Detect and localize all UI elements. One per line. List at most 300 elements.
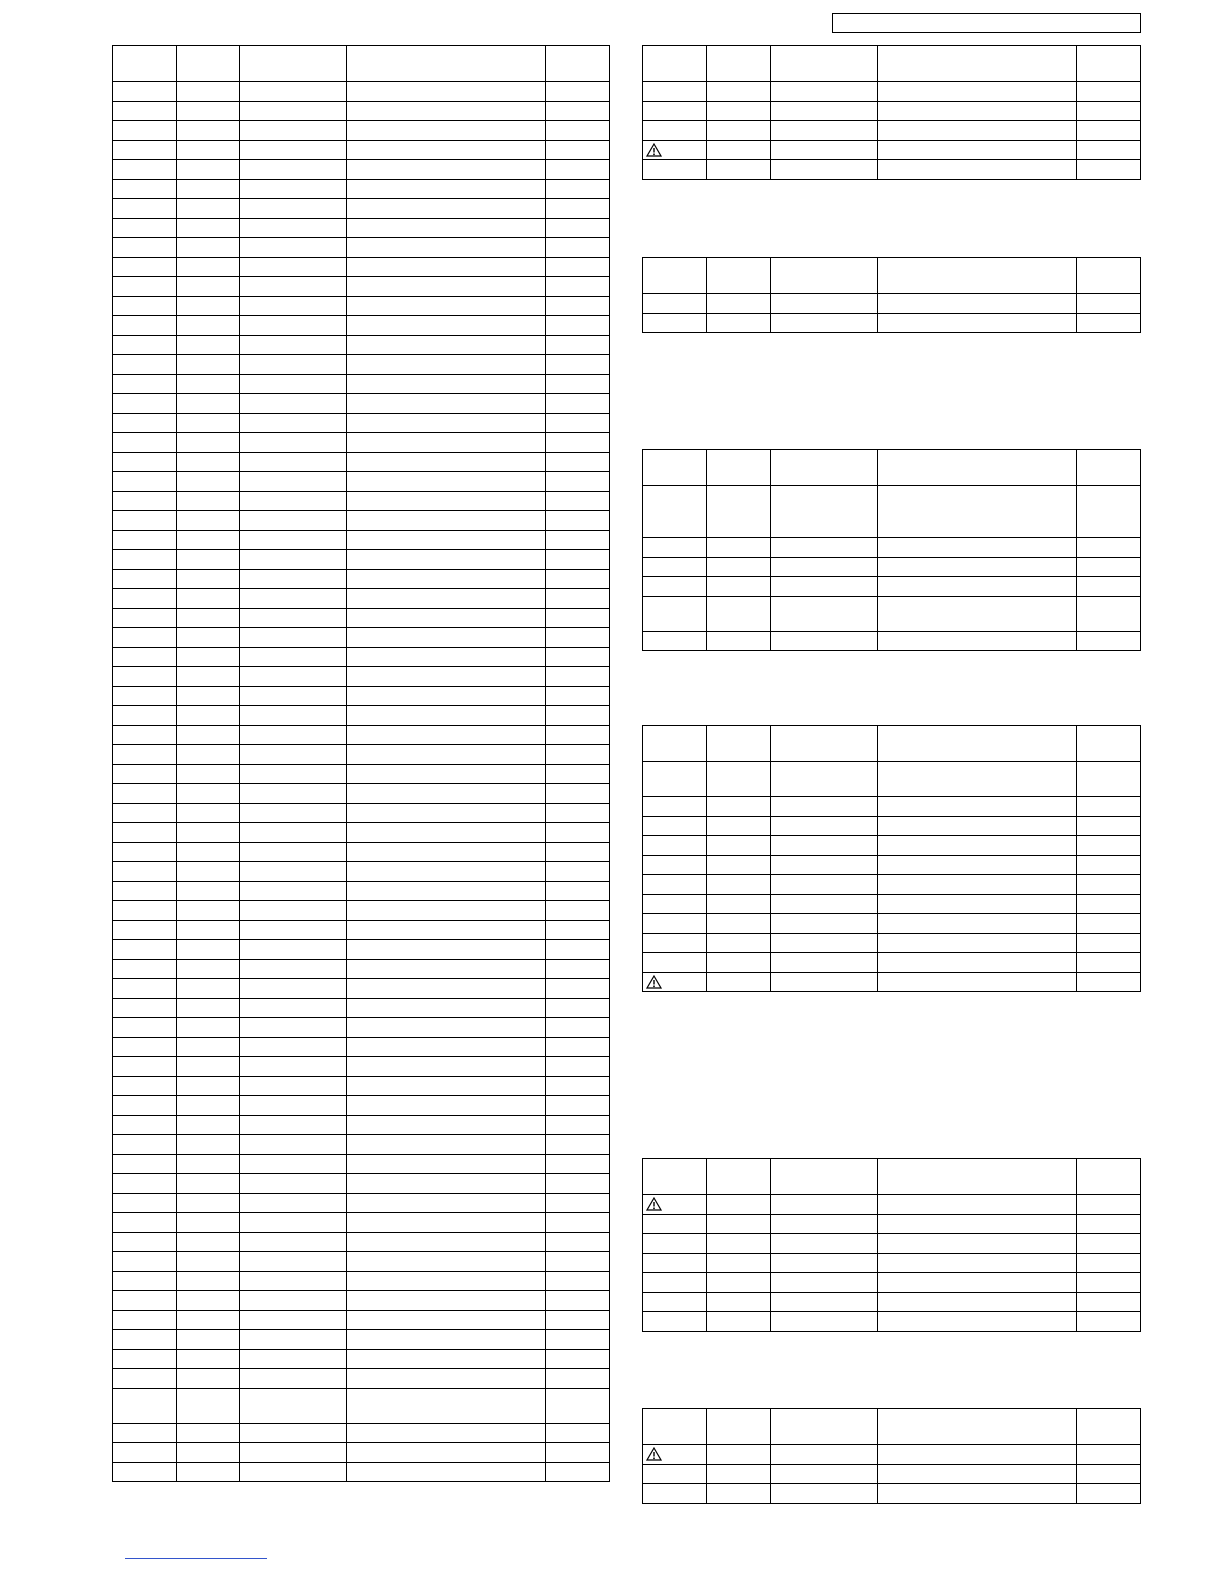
cell-qty: [546, 374, 610, 394]
cell-description: [347, 901, 546, 921]
cell-part: [177, 764, 240, 784]
cell-value: [240, 1037, 347, 1057]
cell-qty: [1077, 1234, 1141, 1254]
cell-part: [177, 1443, 240, 1463]
cell-part: [177, 277, 240, 297]
cell-qty: [546, 121, 610, 141]
cell-part: [177, 803, 240, 823]
table-row: [113, 901, 610, 921]
cell-qty: [1077, 875, 1141, 895]
cell-description: [347, 745, 546, 765]
cell-qty: [546, 296, 610, 316]
table-row: [643, 836, 1141, 856]
table-row: [113, 589, 610, 609]
cell-value: [240, 1388, 347, 1423]
cell-description: [878, 726, 1077, 762]
cell-part: [707, 258, 771, 294]
cell-qty: [1077, 836, 1141, 856]
cell-part: [177, 881, 240, 901]
cell-value: [771, 160, 878, 180]
cell-description: [878, 816, 1077, 836]
parts-table-right-1: [642, 45, 1141, 180]
cell-part: [177, 862, 240, 882]
cell-qty: [546, 394, 610, 414]
cell-description: [878, 557, 1077, 577]
cell-ref: [643, 82, 707, 102]
cell-value: [240, 1423, 347, 1443]
cell-qty: [1077, 596, 1141, 631]
cell-ref: [113, 1310, 177, 1330]
cell-value: [771, 762, 878, 797]
cell-qty: [546, 1330, 610, 1350]
cell-ref: [113, 1193, 177, 1213]
cell-qty: [546, 257, 610, 277]
cell-part: [177, 979, 240, 999]
cell-value: [240, 667, 347, 687]
cell-description: [347, 1310, 546, 1330]
cell-qty: [546, 335, 610, 355]
cell-part: [707, 557, 771, 577]
cell-ref: [643, 101, 707, 121]
cell-description: [878, 1312, 1077, 1332]
cell-description: [878, 1484, 1077, 1504]
cell-value: [240, 979, 347, 999]
cell-part: [707, 82, 771, 102]
warning-triangle-icon: [645, 1197, 704, 1211]
table-header-row: [643, 450, 1141, 486]
cell-value: [771, 313, 878, 333]
cell-description: [347, 82, 546, 102]
warning-triangle-icon: [645, 143, 704, 157]
cell-part: [177, 589, 240, 609]
cell-description: [347, 1076, 546, 1096]
cell-qty: [1077, 450, 1141, 486]
cell-value: [240, 589, 347, 609]
cell-value: [771, 82, 878, 102]
cell-value: [240, 238, 347, 258]
cell-part: [177, 1037, 240, 1057]
cell-value: [240, 491, 347, 511]
cell-ref: [113, 1174, 177, 1194]
cell-part: [177, 491, 240, 511]
cell-description: [347, 667, 546, 687]
cell-ref: [643, 538, 707, 558]
cell-value: [240, 1018, 347, 1038]
table-row: [113, 1213, 610, 1233]
table-row: [643, 160, 1141, 180]
table-row: [113, 1462, 610, 1482]
cell-ref: [113, 257, 177, 277]
table-row: [113, 277, 610, 297]
cell-description: [878, 797, 1077, 817]
cell-value: [771, 875, 878, 895]
table-row: [113, 998, 610, 1018]
cell-ref: [643, 1214, 707, 1234]
cell-qty: [1077, 557, 1141, 577]
table-row: [643, 855, 1141, 875]
cell-value: [771, 1195, 878, 1215]
cell-part: [707, 1214, 771, 1234]
cell-value: [240, 706, 347, 726]
cell-ref: [113, 1232, 177, 1252]
cell-value: [240, 628, 347, 648]
table-row: [113, 1135, 610, 1155]
cell-part: [177, 433, 240, 453]
cell-qty: [546, 1271, 610, 1291]
cell-description: [878, 46, 1077, 82]
table-row: [113, 1037, 610, 1057]
cell-description: [347, 121, 546, 141]
table-row: [113, 1330, 610, 1350]
cell-qty: [546, 823, 610, 843]
cell-part: [177, 959, 240, 979]
cell-description: [347, 511, 546, 531]
table-row: [113, 667, 610, 687]
table-row: [113, 101, 610, 121]
cell-ref: [113, 706, 177, 726]
cell-part: [707, 933, 771, 953]
cell-qty: [1077, 1195, 1141, 1215]
table-row: [113, 316, 610, 336]
cell-qty: [546, 46, 610, 82]
cell-ref: [643, 1409, 707, 1445]
cell-ref: [113, 491, 177, 511]
cell-value: [240, 1291, 347, 1311]
table-row: [643, 1253, 1141, 1273]
cell-value: [240, 1076, 347, 1096]
cell-description: [347, 979, 546, 999]
cell-description: [347, 881, 546, 901]
cell-value: [240, 1096, 347, 1116]
cell-description: [878, 631, 1077, 651]
table-row: [113, 803, 610, 823]
cell-qty: [1077, 1445, 1141, 1465]
cell-ref: [643, 313, 707, 333]
cell-value: [240, 803, 347, 823]
table-row: [113, 647, 610, 667]
cell-qty: [546, 1310, 610, 1330]
cell-qty: [546, 842, 610, 862]
cell-part: [177, 1252, 240, 1272]
cell-ref: [113, 1388, 177, 1423]
cell-ref: [643, 1273, 707, 1293]
cell-part: [177, 686, 240, 706]
cell-part: [707, 1409, 771, 1445]
cell-description: [878, 1445, 1077, 1465]
cell-ref: [643, 294, 707, 314]
cell-value: [240, 199, 347, 219]
cell-qty: [546, 1462, 610, 1482]
cell-ref: [113, 920, 177, 940]
cell-value: [771, 914, 878, 934]
table-row: [113, 433, 610, 453]
cell-description: [347, 589, 546, 609]
cell-value: [240, 374, 347, 394]
table-row: [113, 745, 610, 765]
cell-part: [707, 1159, 771, 1195]
cell-description: [878, 1409, 1077, 1445]
cell-value: [240, 1115, 347, 1135]
cell-description: [347, 1232, 546, 1252]
cell-description: [878, 258, 1077, 294]
cell-part: [707, 596, 771, 631]
cell-ref: [643, 1312, 707, 1332]
cell-ref: [113, 394, 177, 414]
cell-value: [771, 1464, 878, 1484]
cell-part: [177, 745, 240, 765]
cell-description: [878, 160, 1077, 180]
cell-description: [347, 842, 546, 862]
parts-table-right-4: [642, 725, 1141, 992]
cell-part: [177, 608, 240, 628]
cell-ref: [113, 1330, 177, 1350]
cell-value: [240, 160, 347, 180]
cell-part: [707, 160, 771, 180]
cell-qty: [1077, 313, 1141, 333]
cell-part: [707, 953, 771, 973]
cell-ref: [113, 1349, 177, 1369]
cell-description: [878, 762, 1077, 797]
cell-description: [878, 1464, 1077, 1484]
table-row: [643, 577, 1141, 597]
cell-description: [347, 647, 546, 667]
cell-ref: [113, 316, 177, 336]
cell-description: [347, 1193, 546, 1213]
cell-qty: [1077, 1409, 1141, 1445]
cell-description: [878, 855, 1077, 875]
cell-qty: [546, 413, 610, 433]
cell-qty: [546, 1423, 610, 1443]
cell-description: [878, 577, 1077, 597]
cell-part: [177, 121, 240, 141]
table-row: [113, 296, 610, 316]
cell-qty: [1077, 101, 1141, 121]
cell-qty: [1077, 46, 1141, 82]
table-row: [643, 294, 1141, 314]
cell-ref: [113, 335, 177, 355]
cell-ref: [643, 1253, 707, 1273]
cell-ref: [113, 862, 177, 882]
table-row: [113, 82, 610, 102]
cell-value: [771, 486, 878, 538]
cell-value: [240, 452, 347, 472]
table-row: [113, 257, 610, 277]
cell-description: [878, 101, 1077, 121]
cell-qty: [546, 725, 610, 745]
table-row: [113, 725, 610, 745]
table-row: [643, 82, 1141, 102]
cell-ref: [113, 1115, 177, 1135]
cell-description: [347, 355, 546, 375]
cell-qty: [546, 199, 610, 219]
cell-description: [878, 1159, 1077, 1195]
table-row: [113, 764, 610, 784]
cell-value: [240, 218, 347, 238]
cell-part: [177, 1388, 240, 1423]
cell-value: [240, 550, 347, 570]
cell-qty: [546, 1388, 610, 1423]
cell-description: [347, 1037, 546, 1057]
cell-value: [240, 940, 347, 960]
cell-part: [707, 1234, 771, 1254]
cell-part: [177, 238, 240, 258]
cell-value: [771, 557, 878, 577]
cell-part: [177, 920, 240, 940]
cell-value: [240, 433, 347, 453]
table-row: [113, 413, 610, 433]
cell-description: [347, 725, 546, 745]
cell-ref: [113, 140, 177, 160]
table-row: [113, 628, 610, 648]
cell-description: [347, 179, 546, 199]
cell-ref: [113, 589, 177, 609]
cell-ref: [643, 450, 707, 486]
cell-value: [240, 140, 347, 160]
cell-qty: [546, 1443, 610, 1463]
cell-value: [240, 277, 347, 297]
cell-description: [347, 199, 546, 219]
cell-description: [347, 452, 546, 472]
cell-value: [771, 1214, 878, 1234]
cell-value: [771, 538, 878, 558]
cell-part: [177, 296, 240, 316]
table-row: [643, 101, 1141, 121]
cell-value: [240, 413, 347, 433]
cell-description: [878, 313, 1077, 333]
table-row: [113, 335, 610, 355]
cell-ref: [643, 914, 707, 934]
cell-ref: [643, 486, 707, 538]
cell-ref: [643, 972, 707, 992]
cell-ref: [643, 894, 707, 914]
cell-part: [707, 1273, 771, 1293]
cell-value: [771, 1292, 878, 1312]
cell-ref: [113, 940, 177, 960]
cell-value: [240, 842, 347, 862]
cell-part: [707, 914, 771, 934]
cell-description: [347, 784, 546, 804]
cell-description: [347, 920, 546, 940]
cell-ref: [113, 1271, 177, 1291]
cell-ref: [113, 355, 177, 375]
parts-table-main: [112, 45, 610, 1482]
cell-ref: [113, 725, 177, 745]
cell-description: [878, 450, 1077, 486]
cell-part: [707, 875, 771, 895]
cell-part: [707, 1445, 771, 1465]
cell-ref: [113, 433, 177, 453]
cell-description: [347, 394, 546, 414]
cell-part: [177, 355, 240, 375]
cell-part: [177, 140, 240, 160]
cell-qty: [546, 1018, 610, 1038]
cell-qty: [546, 530, 610, 550]
table-row: [113, 1096, 610, 1116]
cell-description: [347, 238, 546, 258]
cell-value: [240, 511, 347, 531]
cell-qty: [546, 1193, 610, 1213]
table-row: [643, 953, 1141, 973]
cell-description: [347, 1115, 546, 1135]
table-row: [643, 121, 1141, 141]
table-row: [113, 1232, 610, 1252]
cell-part: [707, 1464, 771, 1484]
cell-ref: [113, 1018, 177, 1038]
table-row: [113, 179, 610, 199]
cell-value: [240, 647, 347, 667]
table-row: [113, 511, 610, 531]
cell-description: [347, 433, 546, 453]
cell-part: [707, 816, 771, 836]
parts-table-right-6: [642, 1408, 1141, 1504]
cell-description: [878, 294, 1077, 314]
cell-part: [177, 725, 240, 745]
cell-ref: [113, 608, 177, 628]
cell-ref: [113, 745, 177, 765]
cell-description: [347, 316, 546, 336]
cell-ref: [113, 1291, 177, 1311]
cell-description: [347, 1213, 546, 1233]
cell-ref: [113, 803, 177, 823]
cell-part: [177, 1174, 240, 1194]
cell-value: [771, 631, 878, 651]
cell-ref: [113, 550, 177, 570]
cell-part: [177, 335, 240, 355]
cell-qty: [546, 433, 610, 453]
cell-qty: [546, 979, 610, 999]
cell-value: [240, 179, 347, 199]
cell-value: [240, 862, 347, 882]
cell-qty: [1077, 121, 1141, 141]
cell-ref: [643, 596, 707, 631]
cell-description: [878, 894, 1077, 914]
cell-ref: [113, 1135, 177, 1155]
cell-value: [771, 726, 878, 762]
cell-qty: [546, 1213, 610, 1233]
table-header-row: [643, 1159, 1141, 1195]
table-row: [113, 160, 610, 180]
cell-value: [240, 764, 347, 784]
cell-qty: [1077, 953, 1141, 973]
cell-part: [177, 1057, 240, 1077]
cell-description: [347, 413, 546, 433]
cell-part: [707, 486, 771, 538]
cell-qty: [546, 1252, 610, 1272]
table-row: [113, 1349, 610, 1369]
table-row: [643, 596, 1141, 631]
table-row: [113, 1115, 610, 1135]
cell-part: [177, 218, 240, 238]
cell-ref: [113, 1154, 177, 1174]
cell-ref: [643, 875, 707, 895]
cell-ref: [113, 686, 177, 706]
cell-part: [707, 1484, 771, 1504]
cell-ref: [113, 901, 177, 921]
table-row: [643, 313, 1141, 333]
cell-qty: [546, 803, 610, 823]
table-row: [113, 1388, 610, 1423]
cell-part: [177, 706, 240, 726]
table-row: [113, 1369, 610, 1389]
cell-value: [240, 1271, 347, 1291]
cell-description: [347, 959, 546, 979]
cell-value: [771, 1253, 878, 1273]
cell-description: [347, 160, 546, 180]
cell-qty: [1077, 762, 1141, 797]
cell-ref: [643, 953, 707, 973]
cell-value: [240, 296, 347, 316]
cell-description: [878, 953, 1077, 973]
